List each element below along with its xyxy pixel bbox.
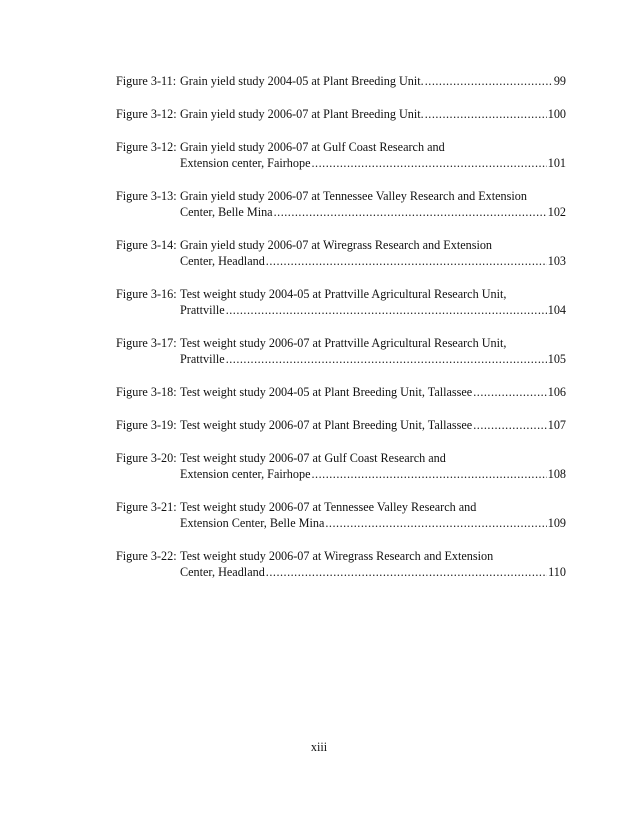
dot-leader (312, 155, 547, 171)
page-ref: 107 (547, 418, 566, 432)
figure-label: Figure 3-20: (116, 451, 177, 465)
figure-caption: Test weight study 2004-05 at Prattville Agricultural Research Unit, (180, 287, 507, 301)
figure-caption: Center, Belle Mina (180, 205, 273, 219)
page-ref: 106 (547, 385, 566, 399)
figure-caption: Test weight study 2006-07 at Gulf Coast Research and (180, 451, 446, 465)
figure-caption: Grain yield study 2006-07 at Tennessee Valley Research and Extension (180, 189, 527, 203)
toc-entry-line (116, 466, 566, 482)
figure-label: Figure 3-22: (116, 549, 177, 563)
figure-caption: Grain yield study 2006-07 at Plant Breeding Unit. (180, 107, 424, 121)
toc-entry (116, 139, 566, 171)
toc-entry (116, 188, 566, 220)
toc-entry-line (116, 253, 566, 269)
dot-leader (325, 515, 546, 531)
toc-entry (116, 73, 566, 89)
figure-caption: Extension Center, Belle Mina (180, 516, 325, 530)
toc-entry-line (116, 106, 566, 122)
figure-caption: Grain yield study 2006-07 at Gulf Coast Research and (180, 140, 445, 154)
toc-entry-line (116, 286, 566, 302)
page-ref: 100 (547, 107, 566, 121)
dot-leader (266, 253, 547, 269)
toc-entry (116, 106, 566, 122)
toc-entry (116, 384, 566, 400)
toc-entry-line (116, 237, 566, 253)
figure-caption: Test weight study 2006-07 at Plant Breeding Unit, Tallassee (180, 418, 473, 432)
toc-entry-line (116, 302, 566, 318)
toc-entry-line (116, 204, 566, 220)
toc-entry (116, 499, 566, 531)
page-ref: 103 (547, 254, 566, 268)
figure-label: Figure 3-21: (116, 500, 177, 514)
toc-entry-line (116, 417, 566, 433)
figure-caption: Test weight study 2006-07 at Prattville Agricultural Research Unit, (180, 336, 507, 350)
figure-label: Figure 3-14: (116, 238, 177, 252)
toc-entry-line (116, 351, 566, 367)
toc-entry-line (116, 139, 566, 155)
toc-entry (116, 286, 566, 318)
figure-caption: Extension center, Fairhope (180, 156, 311, 170)
toc-entry-line (116, 384, 566, 400)
page-ref: 102 (547, 205, 566, 219)
page-ref: 110 (548, 565, 566, 579)
toc-entry-line (116, 73, 566, 89)
dot-leader (473, 417, 547, 433)
page-ref: 105 (547, 352, 566, 366)
figure-caption: Center, Headland (180, 565, 265, 579)
toc-entry-line (116, 564, 566, 580)
page-ref: 104 (547, 303, 566, 317)
figure-caption: Test weight study 2004-05 at Plant Breeding Unit, Tallassee (180, 385, 473, 399)
toc-entry (116, 548, 566, 580)
page-ref: 99 (553, 74, 566, 88)
dot-leader (425, 73, 553, 89)
figure-caption: Grain yield study 2004-05 at Plant Breeding Unit. (180, 74, 424, 88)
dot-leader (274, 204, 547, 220)
page-ref: 108 (547, 467, 566, 481)
figure-caption: Extension center, Fairhope (180, 467, 311, 481)
dot-leader (226, 351, 547, 367)
figure-label: Figure 3-12: (116, 107, 177, 121)
figure-label: Figure 3-11: (116, 74, 177, 88)
toc-entry (116, 237, 566, 269)
toc-entry-line (116, 515, 566, 531)
page-number: xiii (310, 740, 328, 754)
figure-label: Figure 3-18: (116, 385, 177, 399)
toc-entry (116, 417, 566, 433)
figure-label: Figure 3-13: (116, 189, 177, 203)
toc-entry-line (116, 188, 566, 204)
toc-entry (116, 335, 566, 367)
toc-entry-line (116, 335, 566, 351)
toc-entry (116, 450, 566, 482)
dot-leader (266, 564, 547, 580)
toc-entry-line (116, 499, 566, 515)
toc-entry-line (116, 450, 566, 466)
toc-entry-line (116, 155, 566, 171)
list-of-figures (116, 73, 566, 597)
dot-leader (473, 384, 547, 400)
dot-leader (425, 106, 547, 122)
figure-caption: Test weight study 2006-07 at Tennessee Valley Research and (180, 500, 477, 514)
figure-caption: Prattville (180, 303, 225, 317)
page-ref: 101 (547, 156, 566, 170)
dot-leader (312, 466, 547, 482)
figure-label: Figure 3-16: (116, 287, 177, 301)
page-ref: 109 (547, 516, 566, 530)
figure-caption: Grain yield study 2006-07 at Wiregrass Research and Extension (180, 238, 493, 252)
figure-label: Figure 3-19: (116, 418, 177, 432)
figure-caption: Center, Headland (180, 254, 265, 268)
figure-caption: Test weight study 2006-07 at Wiregrass Research and Extension (180, 549, 494, 563)
toc-entry-line (116, 548, 566, 564)
figure-label: Figure 3-17: (116, 336, 177, 350)
figure-label: Figure 3-12: (116, 140, 177, 154)
figure-caption: Prattville (180, 352, 225, 366)
dot-leader (226, 302, 547, 318)
